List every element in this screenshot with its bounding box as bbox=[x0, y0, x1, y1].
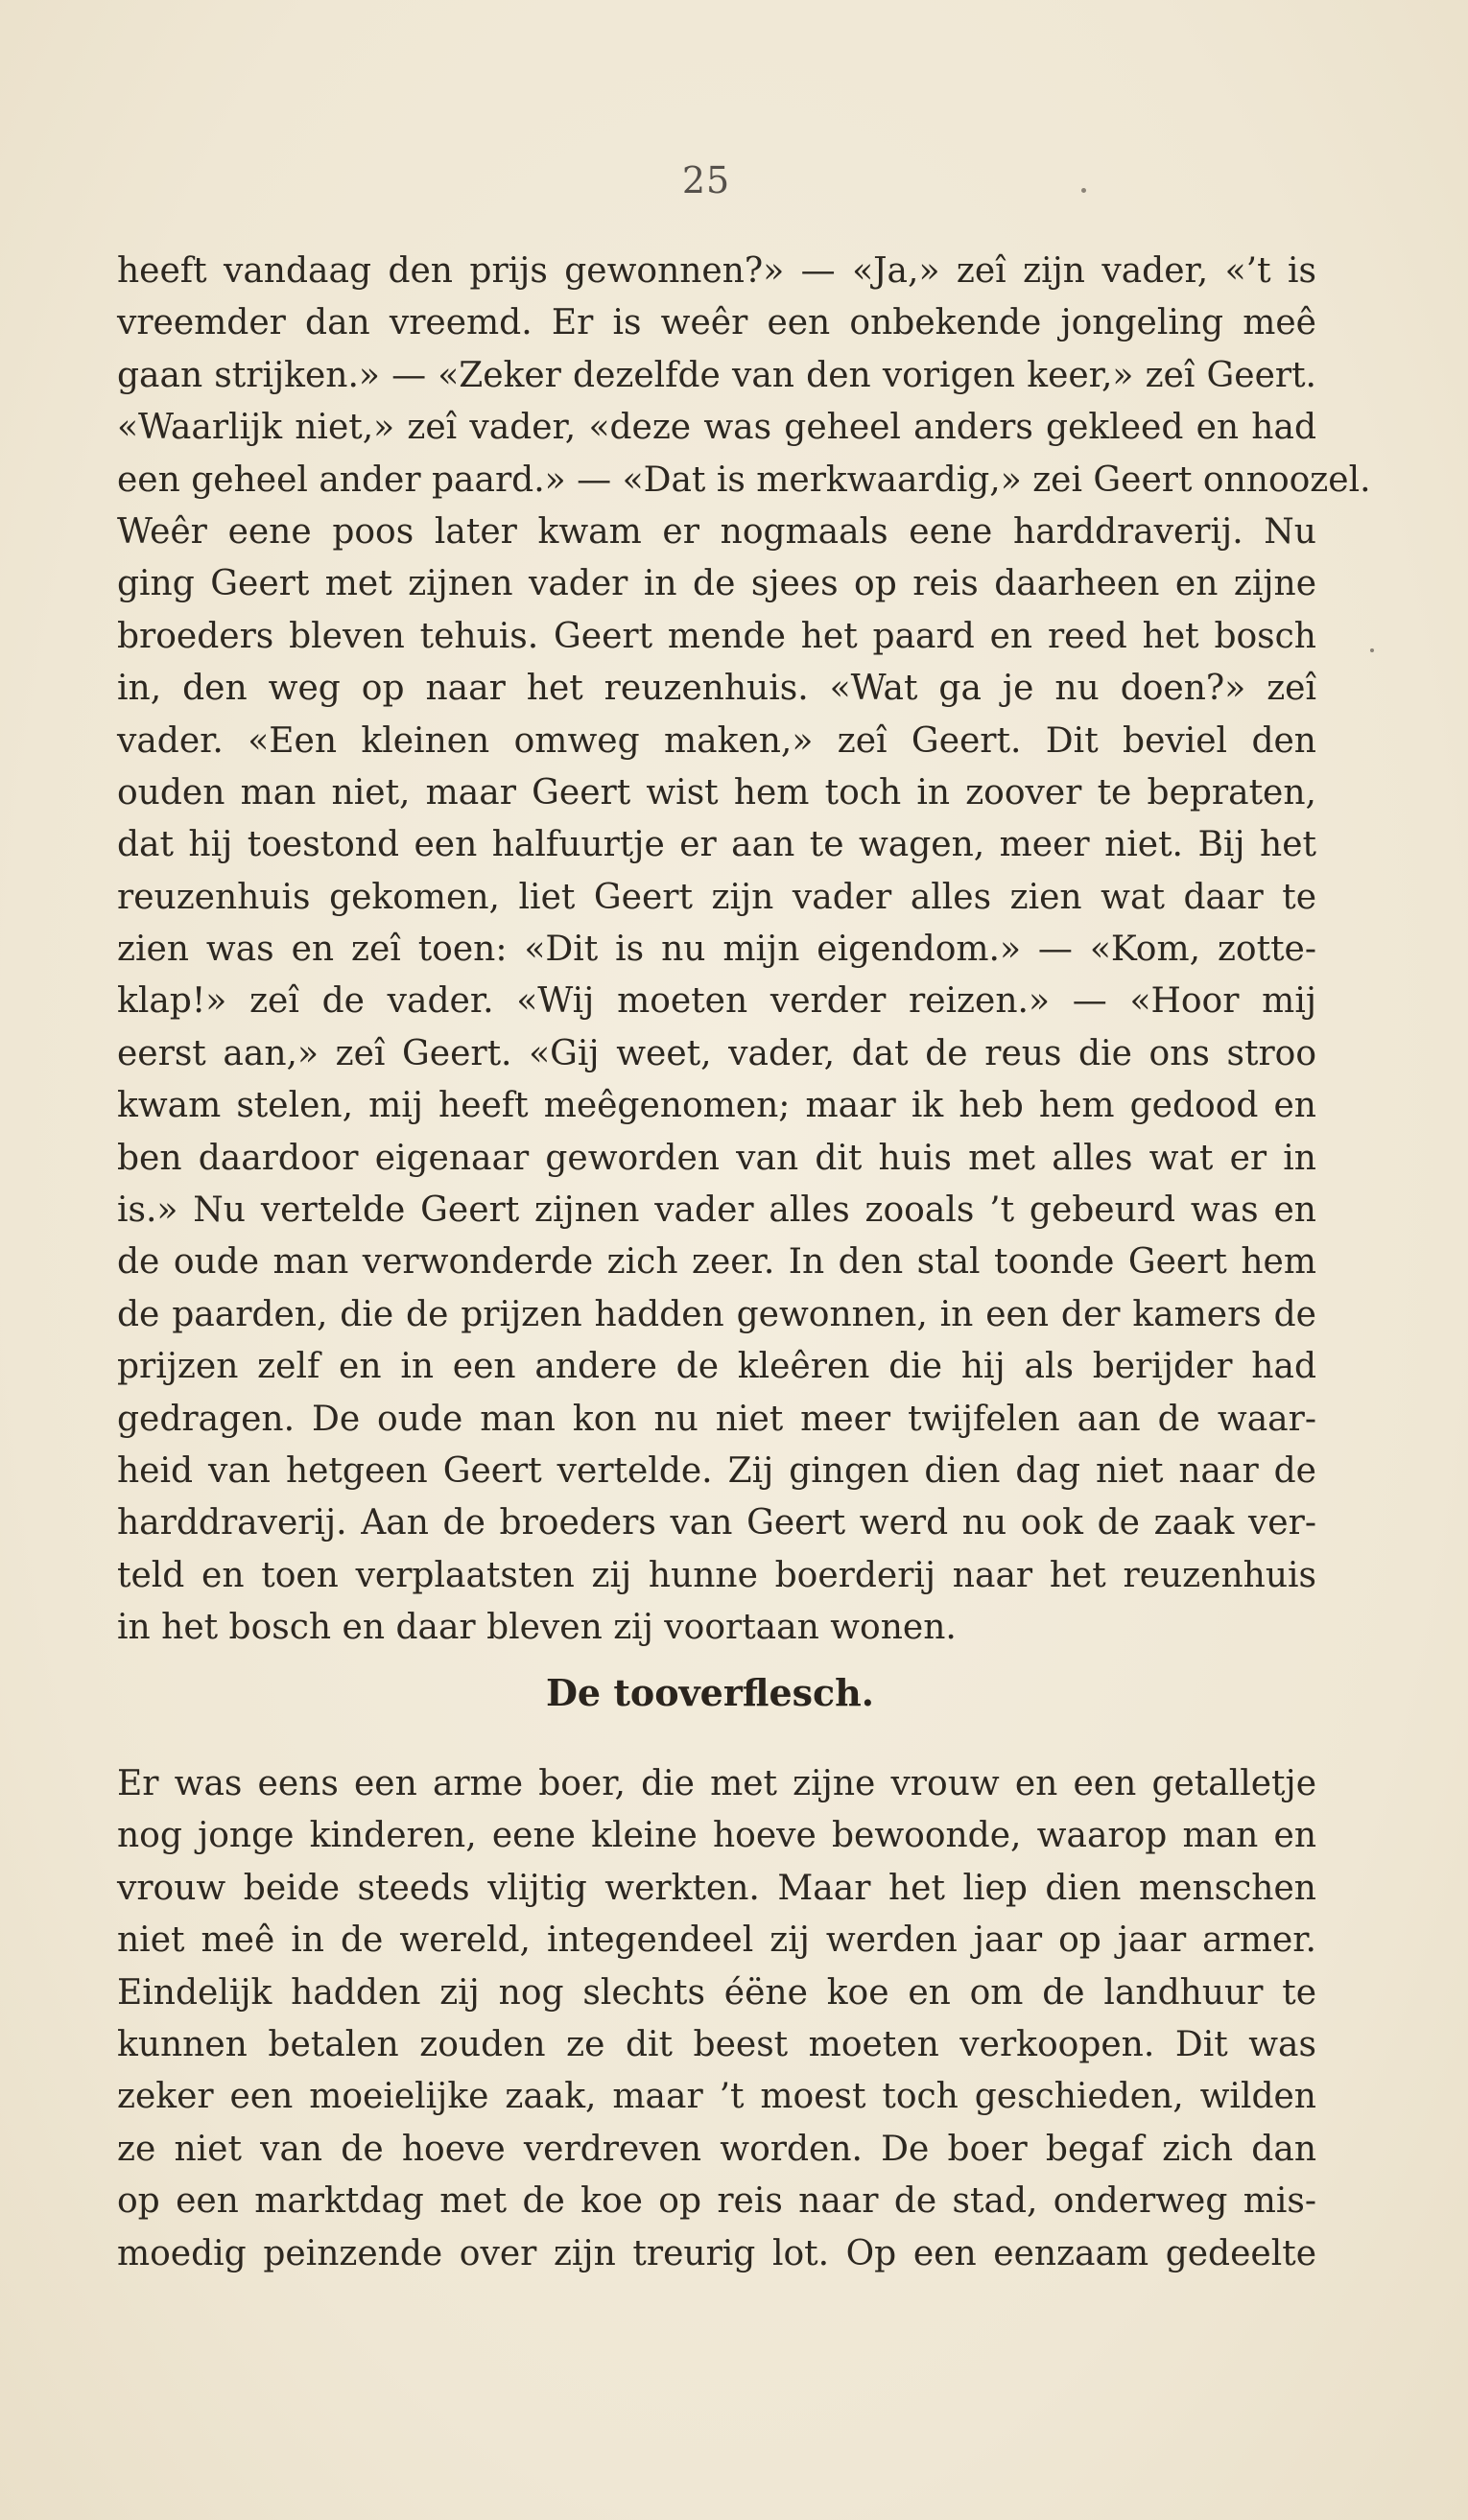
text-line: heeft vandaag den prijs gewonnen?» — «Ja,» zeî zijn vader, «’t is bbox=[117, 251, 1316, 291]
text-line: Er was eens een arme boer, die met zijne vrouw en een getalletje bbox=[117, 1764, 1316, 1803]
text-line: ouden man niet, maar Geert wist hem toch in zoover te bepraten, bbox=[117, 772, 1316, 813]
text-line: harddraverij. Aan de broeders van Geert werd nu ook de zaak ver- bbox=[117, 1503, 1316, 1543]
text-line: is.» Nu vertelde Geert zijnen vader alles zooals ’t gebeurd was en bbox=[117, 1190, 1316, 1231]
text-line: Weêr eene poos later kwam er nogmaals eene harddraverij. Nu bbox=[117, 511, 1316, 552]
story-title: De tooverflesch. bbox=[545, 1671, 875, 1714]
text-line: Eindelijk hadden zij nog slechts éëne koe en om de landhuur te bbox=[117, 1972, 1316, 2013]
text-line: vreemder dan vreemd. Er is weêr een onbekende jongeling meê bbox=[117, 303, 1316, 343]
text-line: de oude man verwonderde zich zeer. In den stal toonde Geert hem bbox=[117, 1242, 1316, 1283]
text-line: de paarden, die de prijzen hadden gewonnen, in een der kamers de bbox=[117, 1294, 1316, 1334]
text-line: op een marktdag met de koe op reis naar de stad, onderweg mis- bbox=[117, 2181, 1316, 2222]
text-line: ben daardoor eigenaar geworden van dit huis met alles wat er in bbox=[117, 1138, 1316, 1178]
text-line: kunnen betalen zouden ze dit beest moeten verkoopen. Dit was bbox=[117, 2024, 1316, 2064]
text-line: broeders bleven tehuis. Geert mende het paard en reed het bosch bbox=[117, 616, 1316, 656]
text-line: vader. «Een kleinen omweg maken,» zeî Geert. Dit beviel den bbox=[117, 720, 1316, 761]
text-line: in het bosch en daar bleven zij voortaan wonen. bbox=[117, 1608, 957, 1648]
text-line: prijzen zelf en in een andere de kleêren die hij als berijder had bbox=[117, 1347, 1316, 1387]
text-line: zien was en zeî toen: «Dit is nu mijn eigendom.» — «Kom, zotte- bbox=[117, 930, 1316, 970]
text-line: een geheel ander paard.» — «Dat is merkwaardig,» zei Geert onnoozel. bbox=[117, 459, 1371, 500]
text-line: nog jonge kinderen, eene kleine hoeve bewoonde, waarop man en bbox=[117, 1816, 1316, 1856]
text-line: teld en toen verplaatsten zij hunne boerderij naar het reuzenhuis bbox=[117, 1555, 1316, 1595]
text-line: zeker een moeielijke zaak, maar ’t moest toch geschieden, wilden bbox=[117, 2077, 1316, 2117]
text-line: in, den weg op naar het reuzenhuis. «Wat ga je nu doen?» zeî bbox=[117, 669, 1316, 709]
text-line: eerst aan,» zeî Geert. «Gij weet, vader, dat de reus die ons stroo bbox=[117, 1033, 1316, 1073]
text-line: gedragen. De oude man kon nu niet meer twijfelen aan de waar- bbox=[117, 1399, 1316, 1439]
text-line: ze niet van de hoeve verdreven worden. De boer begaf zich dan bbox=[117, 2129, 1316, 2169]
text-line: gaan strijken.» — «Zeker dezelfde van den vorigen keer,» zeî Geert. bbox=[117, 355, 1316, 395]
text-line: vrouw beide steeds vlijtig werkten. Maar het liep dien menschen bbox=[117, 1868, 1316, 1908]
text-line: ging Geert met zijnen vader in de sjees op reis daarheen en zijne bbox=[117, 564, 1316, 604]
text-line: kwam stelen, mij heeft meêgenomen; maar ik heb hem gedood en bbox=[117, 1086, 1316, 1126]
text-line: dat hij toestond een halfuurtje er aan te wagen, meer niet. Bij het bbox=[117, 825, 1316, 865]
paper-speck bbox=[1081, 188, 1086, 193]
story-text-section-2 bbox=[117, 1758, 1316, 2280]
text-line: klap!» zeî de vader. «Wij moeten verder reizen.» — «Hoor mij bbox=[117, 981, 1316, 1022]
paper-speck bbox=[1370, 648, 1374, 652]
text-line: reuzenhuis gekomen, liet Geert zijn vader alles zien wat daar te bbox=[117, 877, 1316, 917]
text-line: moedig peinzende over zijn treurig lot. Op een eenzaam gedeelte bbox=[117, 2233, 1316, 2273]
text-line: niet meê in de wereld, integendeel zij werden jaar op jaar armer. bbox=[117, 1920, 1316, 1961]
page-number: 25 bbox=[681, 159, 731, 201]
text-line: «Waarlijk niet,» zeî vader, «deze was geheel anders gekleed en had bbox=[117, 408, 1316, 448]
text-line: heid van hetgeen Geert vertelde. Zij gingen dien dag niet naar de bbox=[117, 1450, 1316, 1491]
story-text-section-1 bbox=[117, 246, 1371, 1655]
